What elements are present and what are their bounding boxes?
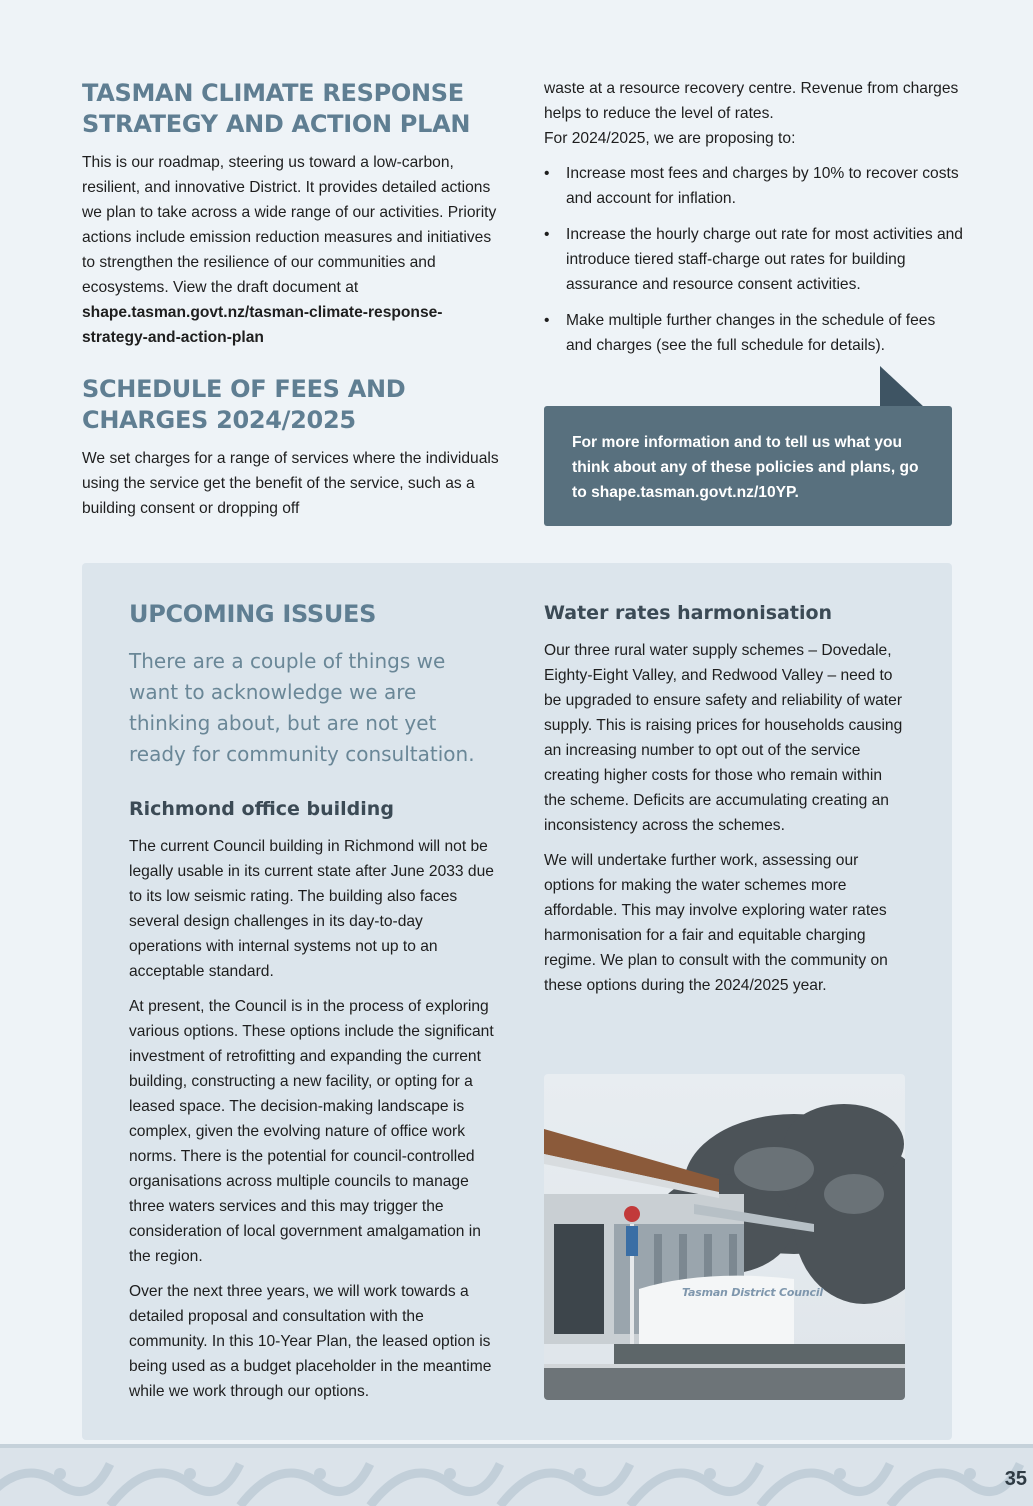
page-number: 35 [1004, 1468, 1027, 1490]
callout-end: . [794, 484, 799, 501]
fees-heading-line2: CHARGES 2024/2025 [82, 406, 356, 434]
water-paragraph: We will undertake further work, assessing our options for making the water schemes more affordable. This may involve exploring water rates harmonisation for a fair and equitable charging regime. We plan to consult with the community on these options during the 2024/2025 year. [544, 852, 888, 994]
water-paragraph: Our three rural water supply schemes – Dovedale, Eighty-Eight Valley, and Redwood Valley – need to be upgraded to ensure safety and reliability of water supply. This is raising prices for households causing an increasing number to opt out of the service creating higher costs for those who remain within the scheme. Deficits are accumulating creating an inconsistency across the schemes. [544, 642, 903, 834]
richmond-paragraph: At present, the Council is in the process of exploring various options. These options include the significant investment of retrofitting and expanding the current building, constructing a new facility, or opting for a leased space. The decision-making landscape is complex, given the evolving nature of office work norms. There is the potential for council-controlled organisations across multiple councils to manage three waters services and this may trigger the consideration of local government amalgamation in the region. [129, 998, 494, 1265]
fees-paragraph-part2: waste at a resource recovery centre. Revenue from charges helps to reduce the level of rates. [544, 80, 959, 122]
richmond-paragraph: Over the next three years, we will work towards a detailed proposal and consultation with the community. In this 10-Year Plan, the leased option is being used as a budget placeholder in the meantime while we work through our options. [129, 1283, 492, 1400]
list-item [544, 161, 964, 211]
fees-heading [82, 374, 502, 436]
koru-pattern-icon [0, 1444, 1033, 1506]
upcoming-issues-heading: UPCOMING ISSUES [129, 600, 377, 628]
more-info-callout [544, 406, 952, 526]
upcoming-issues-intro: There are a couple of things we want to acknowledge we are thinking about, but are not yet ready for community consultation. [129, 649, 475, 766]
photo-sign-text: Tasman District Council [682, 1286, 823, 1299]
climate-body-text: This is our roadmap, steering us toward a low-carbon, resilient, and innovative District. It provides detailed actions we plan to take across a wide range of our activities. Priority actions include emission reduction measures and initiatives to strengthen the resilience of our communities and ecosystems. View the draft document at [82, 154, 497, 296]
climate-strategy-link[interactable]: shape.tasman.govt.nz/tasman-climate-response-strategy-and-action-plan [82, 304, 443, 346]
bullet-icon: • [544, 312, 550, 329]
decorative-footer-pattern [0, 1444, 1033, 1506]
richmond-office-heading: Richmond office building [129, 798, 394, 820]
bullet-icon: • [544, 165, 550, 182]
climate-heading-line2: STRATEGY AND ACTION PLAN [82, 110, 471, 138]
bullet-icon: • [544, 226, 550, 243]
bullet-text: Increase the hourly charge out rate for most activities and introduce tiered staff-charge out rates for building assurance and resource consent activities. [566, 226, 963, 293]
issues-right-column [544, 600, 906, 998]
climate-heading-line1: TASMAN CLIMATE RESPONSE [82, 79, 464, 107]
fees-bullet-list [544, 161, 964, 358]
callout-tab-shape [880, 366, 924, 407]
list-item [544, 308, 964, 358]
bullet-text: Increase most fees and charges by 10% to recover costs and account for inflation. [566, 165, 959, 207]
council-building-photo [544, 1074, 905, 1400]
list-item [544, 222, 964, 297]
building-illustration [544, 1074, 905, 1400]
bullet-text: Make multiple further changes in the schedule of fees and charges (see the full schedule for details). [566, 312, 936, 354]
top-left-column [82, 78, 502, 521]
callout-body: For more information and to tell us what you think about any of these policies and plans, go to [572, 434, 919, 501]
issues-left-column [129, 599, 499, 1404]
callout-text [572, 430, 924, 505]
climate-strategy-heading [82, 78, 502, 140]
callout-link[interactable]: shape.tasman.govt.nz/10YP [591, 484, 795, 501]
climate-strategy-paragraph [82, 150, 502, 350]
richmond-paragraph: The current Council building in Richmond will not be legally usable in its current state after June 2033 due to its low seismic rating. The building also faces several design challenges in its day-to-day operations with internal systems not up to an acceptable standard. [129, 838, 494, 980]
water-rates-heading: Water rates harmonisation [544, 602, 833, 624]
top-right-column [544, 76, 964, 369]
fees-proposing-line: For 2024/2025, we are proposing to: [544, 130, 796, 147]
upcoming-issues-panel [82, 563, 952, 1440]
fees-heading-line1: SCHEDULE OF FEES AND [82, 375, 406, 403]
fees-paragraph-part1: We set charges for a range of services where the individuals using the service get the benefit of the service, such as a building consent or dropping off [82, 450, 499, 517]
